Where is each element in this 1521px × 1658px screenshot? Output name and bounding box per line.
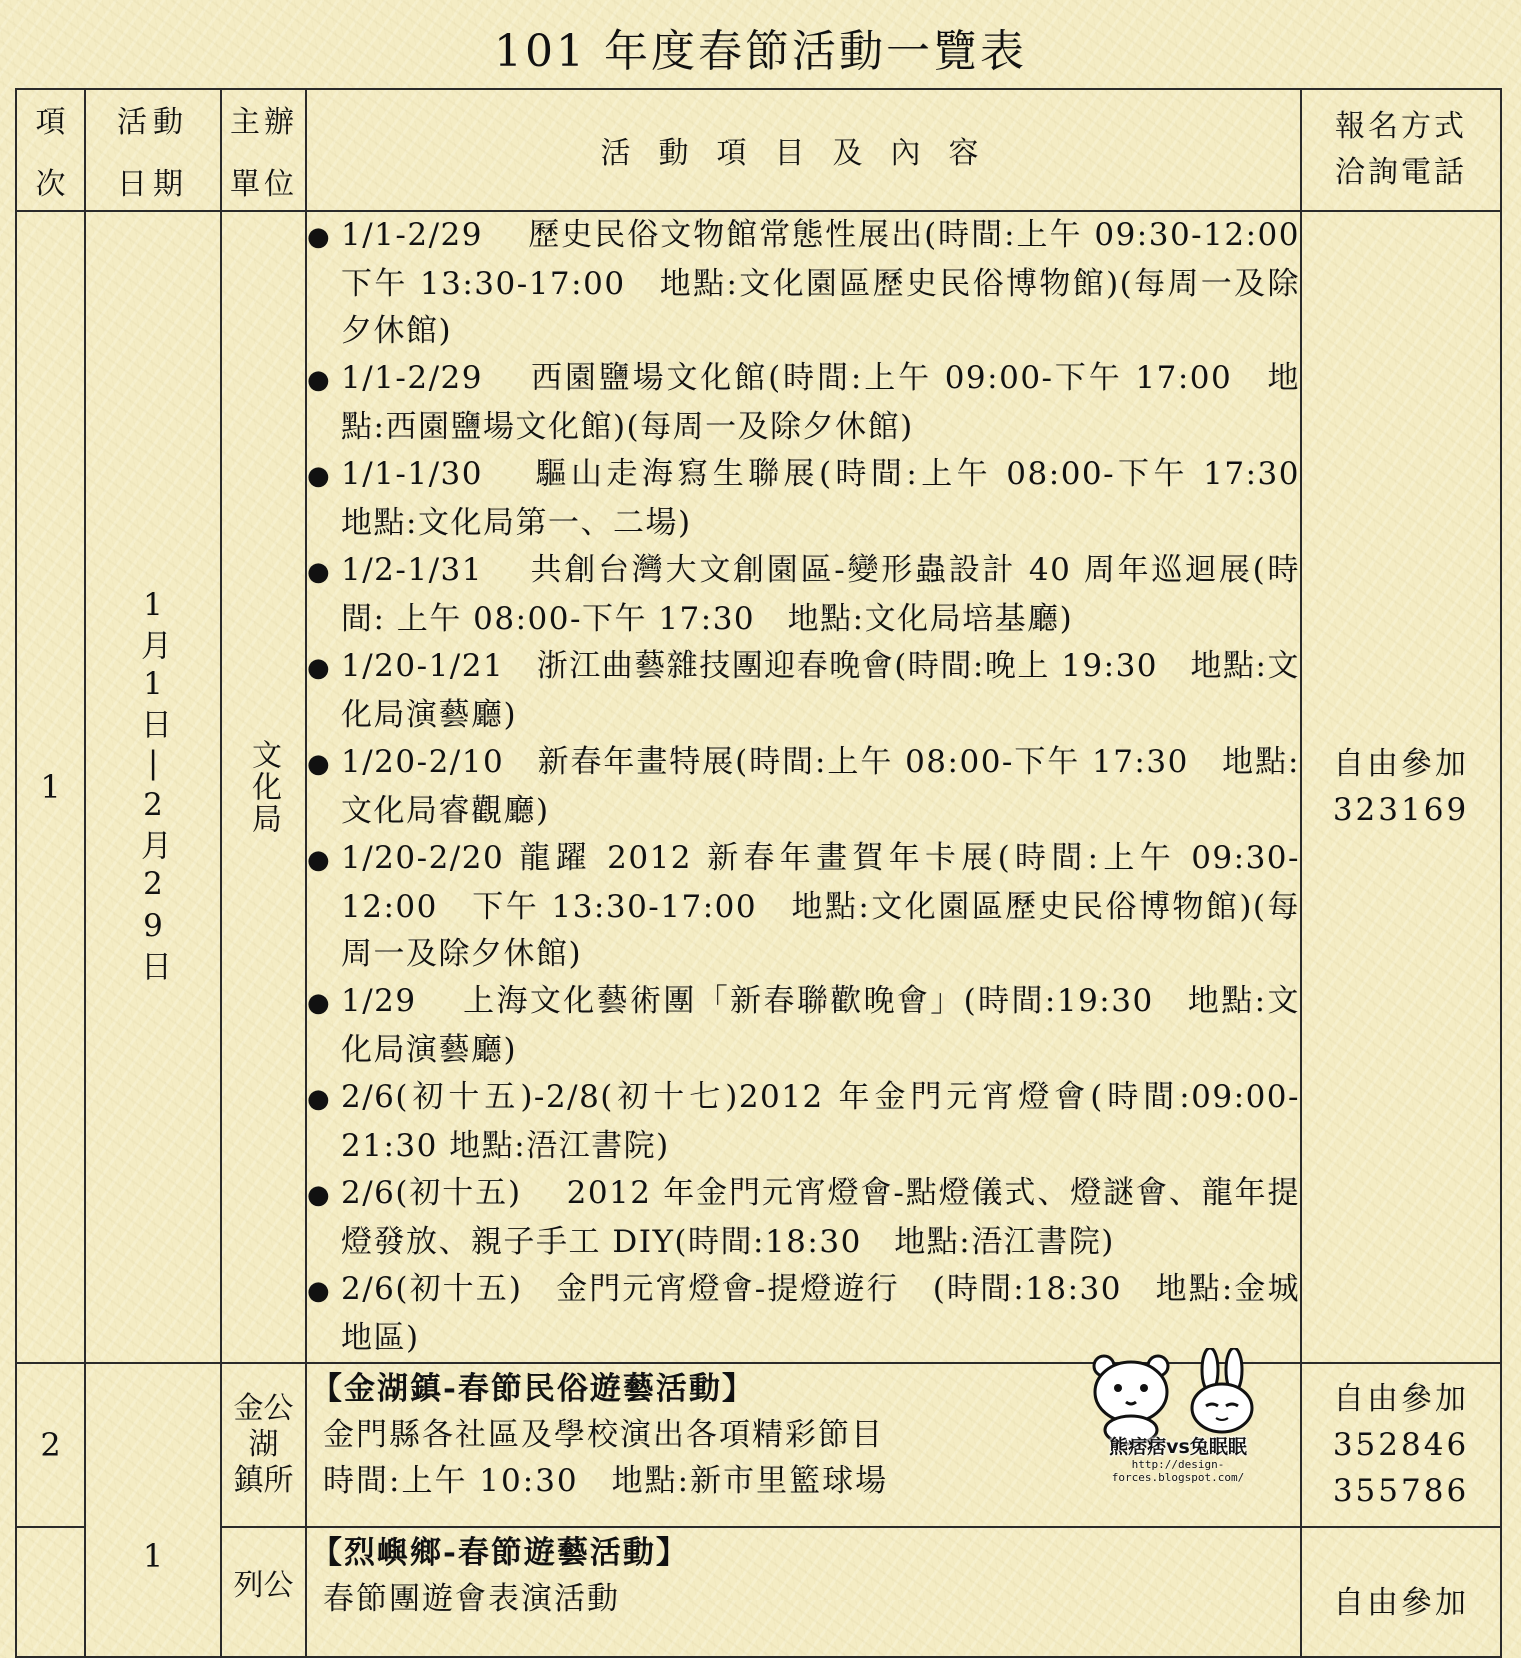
registration-method: 自由參加 — [1333, 1585, 1469, 1621]
list-item: ● 1/1-1/30 驅山走海寫生聯展(時間:上午 08:00-下午 17:30 地點:文化局第一、二場) — [307, 451, 1300, 547]
bullet-icon: ● — [307, 653, 332, 683]
row-number: 2 — [16, 1363, 85, 1527]
header-content — [306, 89, 1301, 211]
bullet-icon: ● — [307, 749, 332, 779]
list-item: ● 2/6(初十五) 金門元宵燈會-提燈遊行 (時間:18:30 地點:金城地區) — [307, 1266, 1300, 1362]
row-date-cell — [85, 1527, 221, 1657]
row-organizer-cell — [221, 1363, 306, 1527]
header-organizer-line2: 單位 — [230, 167, 298, 202]
section-line: 春節團遊會表演活動 — [323, 1581, 620, 1617]
row-date-partial: 1 — [142, 1537, 164, 1575]
header-content-label: 活動項目及內容 — [600, 136, 1007, 171]
bullet-icon: ● — [307, 845, 332, 875]
contact-phone: 355786 — [1332, 1473, 1470, 1509]
bullet-icon: ● — [307, 365, 332, 395]
row-registration — [1301, 1527, 1501, 1657]
list-item: ● 1/20-2/10 新春年畫特展(時間:上午 08:00-下午 17:30 地點:文化局睿觀廳) — [307, 739, 1300, 835]
header-item-no-line2: 次 — [35, 167, 66, 202]
row-date-cell — [85, 211, 221, 1363]
bullet-icon: ● — [307, 1180, 332, 1210]
list-item: ● 2/6(初十五) 2012 年金門元宵燈會-點燈儀式、燈謎會、龍年提燈發放、親子手工 DIY(時間:18:30 地點:浯江書院) — [307, 1170, 1300, 1266]
bullet-icon: ● — [307, 988, 332, 1018]
watermark-text: 熊痞痞vs兔眠眠 — [1109, 1436, 1247, 1458]
watermark-logo — [1082, 1348, 1274, 1484]
row-content-cell — [306, 211, 1333, 1363]
header-date-line1: 活動 — [117, 105, 189, 140]
bullet-icon: ● — [307, 1276, 332, 1306]
row-content-cell — [306, 1527, 1301, 1657]
header-row — [16, 89, 1501, 211]
row-organizer-cell — [221, 1527, 306, 1657]
contact-phone: 352846 — [1332, 1427, 1470, 1463]
bullet-icon: ● — [307, 1084, 332, 1114]
list-item: ● 1/20-2/20 龍躍 2012 新春年畫賀年卡展(時間:上午 09:30-12:00 下午 13:30-17:00 地點:文化園區歷史民俗博物館)(每周一及除夕休館) — [307, 835, 1300, 978]
row-organizer: 金公 湖 鎮所 — [233, 1391, 294, 1498]
row-registration — [1301, 1363, 1501, 1527]
list-item: ● 1/20-1/21 浙江曲藝雜技團迎春晚會(時間:晚上 19:30 地點:文化局演藝廳) — [307, 643, 1300, 739]
registration-method: 自由參加 — [1333, 1381, 1469, 1417]
header-date — [85, 89, 221, 211]
registration-method: 自由參加 — [1333, 746, 1469, 782]
list-item: ● 1/2-1/31 共創台灣大文創園區-變形蟲設計 40 周年巡迴展(時間: 上午 08:00-下午 17:30 地點:文化局培基廳) — [307, 547, 1300, 643]
document-title: 101 年度春節活動一覽表 — [494, 26, 1027, 77]
bullet-icon: ● — [307, 461, 332, 491]
header-date-line2: 日期 — [117, 167, 189, 202]
row-number — [16, 1527, 85, 1657]
row-organizer: 文化局 — [246, 739, 281, 835]
watermark-url: http://design-forces.blogspot.com/ — [1111, 1458, 1245, 1484]
row-number: 1 — [16, 211, 85, 1363]
row-date: 1月1日|2月29日 — [135, 587, 172, 987]
section-title: 【金湖鎮-春節民俗遊藝活動】 — [311, 1371, 755, 1407]
bullet-icon: ● — [307, 557, 332, 587]
header-organizer — [221, 89, 306, 211]
table-row — [16, 1363, 1501, 1527]
row-organizer-cell — [221, 211, 306, 1363]
header-registration-line1: 報名方式 — [1335, 109, 1467, 144]
table-row — [16, 211, 1501, 1363]
table-row — [16, 1527, 1501, 1657]
bullet-icon: ● — [307, 222, 332, 252]
activity-table — [15, 88, 1502, 1658]
row-date-cell — [85, 1363, 221, 1527]
section-title: 【烈嶼鄉-春節遊藝活動】 — [311, 1535, 689, 1571]
contact-phone: 323169 — [1332, 792, 1470, 828]
row-registration — [1301, 211, 1501, 1363]
list-item: ● 2/6(初十五)-2/8(初十七)2012 年金門元宵燈會(時間:09:00-21:30 地點:浯江書院) — [307, 1074, 1300, 1170]
header-item-no-line1: 項 — [35, 105, 66, 140]
header-registration-line2: 洽詢電話 — [1335, 155, 1467, 190]
header-registration — [1301, 89, 1501, 211]
list-item: ● 1/1-2/29 歷史民俗文物館常態性展出(時間:上午 09:30-12:00 下午 13:30-17:00 地點:文化園區歷史民俗博物館)(每周一及除夕休館) — [307, 212, 1300, 355]
header-organizer-line1: 主辦 — [230, 105, 298, 140]
header-item-no — [16, 89, 85, 211]
section-line: 時間:上午 10:30 地點:新市里籃球場 — [323, 1463, 889, 1499]
section-line: 金門縣各社區及學校演出各項精彩節目 — [323, 1417, 884, 1453]
list-item: ● 1/29 上海文化藝術團「新春聯歡晚會」(時間:19:30 地點:文化局演藝廳) — [307, 978, 1300, 1074]
list-item: ● 1/1-2/29 西園鹽場文化館(時間:上午 09:00-下午 17:00 地點:西園鹽場文化館)(每周一及除夕休館) — [307, 355, 1300, 451]
row-organizer-partial: 列公 — [233, 1568, 294, 1603]
